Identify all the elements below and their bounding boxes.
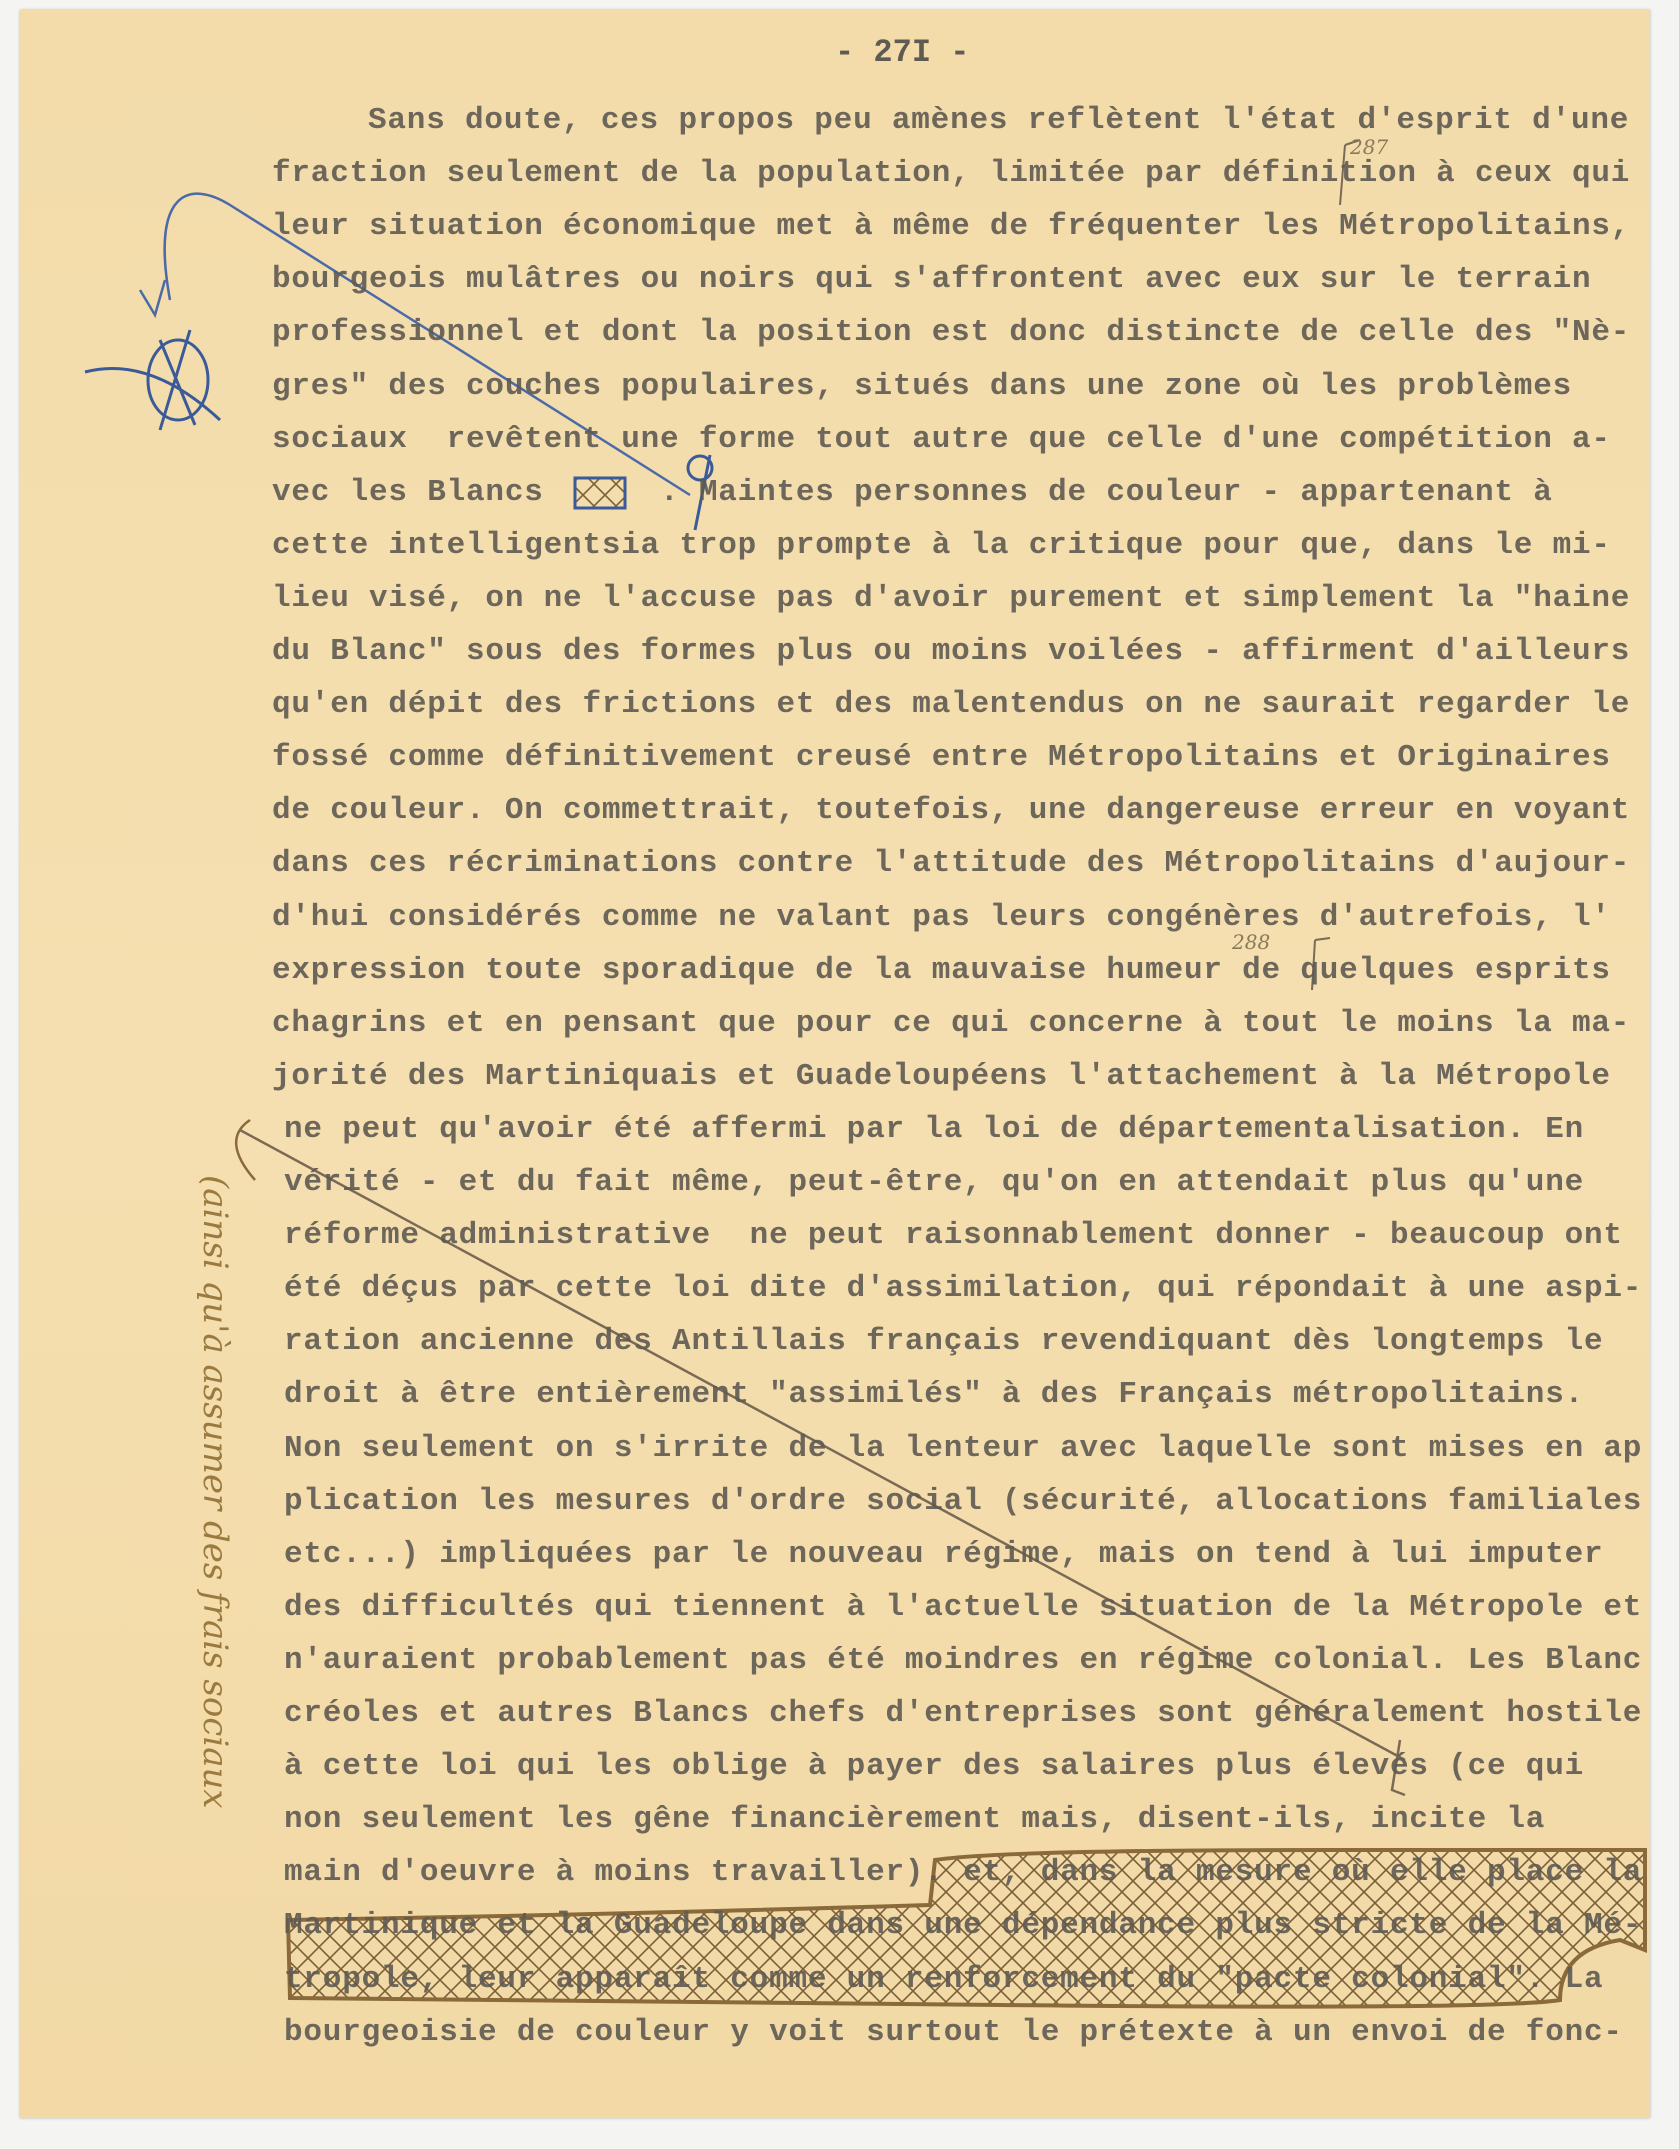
text-line: tropole, leur apparaît comme un renforcement du "pacte colonial". La — [284, 1961, 1604, 1997]
text-line: jorité des Martiniquais et Guadeloupéens l'attachement à la Métropole — [272, 1058, 1611, 1094]
text-line: du Blanc" sous des formes plus ou moins voilées - affirment d'ailleurs — [272, 634, 1631, 669]
brown-curve-mark — [236, 1120, 255, 1180]
text-line: ration ancienne des Antillais français revendiquant dès longtemps le — [284, 1324, 1604, 1360]
text-line: ne peut qu'avoir été affermi par la loi de départementalisation. En — [284, 1111, 1585, 1147]
text-line: Non seulement on s'irrite de la lenteur avec laquelle sont mises en ap — [284, 1430, 1643, 1466]
text-line: expression toute sporadique de la mauvaise humeur de quelques esprits — [272, 952, 1611, 988]
text-line: professionnel et dont la position est donc distincte de celle des "Nè- — [272, 315, 1631, 351]
text-line: n'auraient probablement pas été moindres en régime colonial. Les Blanc — [284, 1642, 1643, 1678]
text-line: bourgeois mulâtres ou noirs qui s'affrontent avec eux sur le terrain — [272, 262, 1592, 298]
text-line: cette intelligentsia trop prompte à la critique pour que, dans le mi- — [272, 527, 1611, 563]
text-line: sociaux revêtent une forme tout autre que celle d'une compétition a- — [272, 421, 1611, 457]
margin-ref-287: 287 — [1350, 135, 1389, 159]
text-line: plication les mesures d'ordre social (sécurité, allocations familiales — [284, 1483, 1643, 1519]
blue-circle-cross-icon — [85, 330, 220, 430]
text-line: gres" des couches populaires, situés dans une zone où les problèmes — [272, 368, 1573, 404]
text-line: Martinique et la Guadeloupe dans une dépendance plus stricte de la Mé- — [284, 1908, 1643, 1944]
text-line: à cette loi qui les oblige à payer des salaires plus élevés (ce qui — [284, 1749, 1585, 1785]
text-line: vec les Blancs . Maintes personnes de couleur - appartenant à — [272, 474, 1553, 510]
text-line: des difficultés qui tiennent à l'actuelle situation de la Métropole et — [284, 1589, 1643, 1625]
blue-arrow-icon — [140, 280, 165, 315]
text-line: qu'en dépit des frictions et des malentendus on ne saurait regarder le — [272, 687, 1631, 723]
text-line: dans ces récriminations contre l'attitude des Métropolitains d'aujour- — [272, 846, 1631, 882]
text-line: fraction seulement de la population, limitée par définition à ceux qui — [272, 156, 1631, 192]
page-number: - 27I - — [835, 34, 970, 71]
text-line: leur situation économique met à même de fréquenter les Métropolitains, — [272, 209, 1631, 245]
handwritten-margin-note: (ainsi qu'à assumer des frais sociaux — [195, 1175, 235, 1809]
text-line: main d'oeuvre à moins travailler). et, dans la mesure où elle place la — [284, 1855, 1643, 1891]
text-line: vérité - et du fait même, peut-être, qu'on en attendait plus qu'une — [284, 1165, 1585, 1200]
text-line: Sans doute, ces propos peu amènes reflètent l'état d'esprit d'une — [368, 103, 1630, 138]
text-line: lieu visé, on ne l'accuse pas d'avoir purement et simplement la "haine — [272, 580, 1631, 616]
text-line: réforme administrative ne peut raisonnablement donner - beaucoup ont — [284, 1218, 1623, 1254]
text-line: créoles et autres Blancs chefs d'entreprises sont généralement hostile — [284, 1696, 1643, 1731]
margin-ref-288: 288 — [1232, 930, 1271, 954]
text-line: fossé comme définitivement creusé entre Métropolitains et Originaires — [272, 740, 1611, 776]
text-line: bourgeoisie de couleur y voit surtout le prétexte à un envoi de fonc- — [284, 2014, 1623, 2050]
text-line: d'hui considérés comme ne valant pas leurs congénères d'autrefois, l' — [272, 899, 1611, 935]
text-line: chagrins et en pensant que pour ce qui concerne à tout le moins la ma- — [272, 1005, 1631, 1041]
text-line: droit à être entièrement "assimilés" à des Français métropolitains. — [284, 1377, 1585, 1413]
text-line: non seulement les gêne financièrement mais, disent-ils, incite la — [284, 1802, 1546, 1838]
text-line: été déçus par cette loi dite d'assimilation, qui répondait à une aspi- — [284, 1271, 1643, 1307]
text-line: de couleur. On commettrait, toutefois, une dangereuse erreur en voyant — [272, 793, 1631, 829]
text-line: etc...) impliquées par le nouveau régime, mais on tend à lui imputer — [284, 1536, 1604, 1572]
